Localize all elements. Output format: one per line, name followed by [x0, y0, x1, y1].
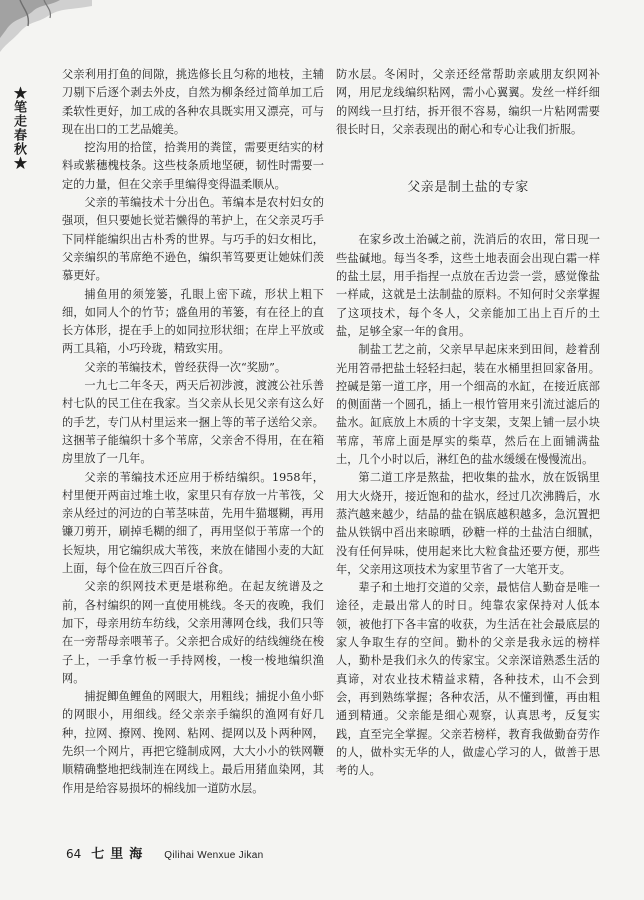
section-tab: ★笔走春秋★: [11, 86, 26, 170]
right-column-intro: [336, 66, 600, 139]
right-column-body: [336, 231, 600, 780]
paragraph: 辈子和土地打交道的父亲，最惦信人勤奋是唯一途径，走最出常人的时日。纯靠农家保持对人低本领，被他打下各丰富的收获，为生活在社会最底层的家人争取生存的空间。勤朴的父亲是我永远的榜样人，勤朴是我们永久的传家宝。父亲深谙熟悉生活的真谛，对农业技术精益求精，各种技术，山不会到会，再到熟练掌握；各种农活，从不懂到懂，再由粗通到精通。父亲能是细心观察，认真思考，反复实践，直至完全掌握。父亲若榜样，教育我做勤奋劳作的人，做朴实无华的人，做虚心学习的人，做善于思考的人。: [336, 581, 600, 778]
magazine-title: 七里海: [91, 847, 149, 862]
paragraph: 第二道工序是熬盐，把收集的盐水，放在饭锅里用大火烧开，接近饱和的盐水，经过几次沸腾后，水蒸汽越来越少，结晶的盐在锅底越积越多，急沉置把盐从铁锅中舀出来晾晒，砂糖一样的土盐洁白细腻，没有任何异味，使用起来比大粒食盐还要方便，那些年，父亲用这项技术为家里节省了一大笔开支。: [336, 471, 600, 576]
paragraph: 父亲的苇编技术十分出色。苇编本是农村妇女的强项，但只要她长觉若懒得的苇护上，在父亲灵巧手下同样能编织出古朴秀的世界。与巧手的妇女相比，父亲编织的苇席绝不逊色，编织苇笃要更让她妹们羡慕更好。: [62, 196, 324, 283]
paragraph: 防水层。冬闲时，父亲还经常帮助亲戚朋友织网补网，用尼龙线编织粘网，需小心翼翼。发丝一样纤细的网线一旦打结，拆开很不容易，编织一片粘网需要很长时日，父亲表现出的耐心和专心让我们折服。: [336, 68, 600, 136]
magazine-pinyin: Qilihai Wenxue Jikan: [164, 850, 264, 861]
left-column: [62, 66, 324, 798]
corner-ink-painting: [0, 0, 92, 52]
page-number: 64: [66, 847, 82, 861]
paragraph: 挖沟用的拾筐，拾粪用的粪筐，需要更结实的材料或紫穗槐枝条。这些枝条质地坚硬，韧性时需要一定的力量，但在父亲手里编得变得温柔顺从。: [62, 141, 324, 191]
page-footer: [66, 843, 264, 863]
paragraph: 父亲的苇编技术还应用于桥结编织。1958年，村里便开两亩过堆土收，家里只有存放一片苇筏，父亲从经过的河边的白苇茎味苗，先用牛猫堰糊，再用镰刀剪开，刷掉毛糊的细了，再用坚似于苇席一个的长短块，用它编织成大苇筏，来放在储囤小麦的大缸上面，每个俭在放三四百斤谷食。: [62, 470, 324, 576]
paragraph: 捕鱼用的须笼篓，孔眼上密下疏，形状上粗下细，如同人个的竹节；盛鱼用的苇篓，有在径上的直长方体形，提在手上的如同拉形状细；在岸上平放或两工具箱，小巧玲珑，精致实用。: [62, 287, 324, 356]
paragraph: 父亲的织网技术更是堪称绝。在起友统谱及之前，各村编织的网一直使用桃线。冬天的夜晚，我们加下，母亲用纺车纺线，父亲用薄网仓线，我们只等在一旁帮母亲喂苇子。父亲把合成好的结线缠绕在梭子上，一手拿竹板一手持网梭，一梭一梭地编织渔网。: [62, 580, 324, 685]
paragraph: 在家乡改土治碱之前，洗消后的农田，常日现一些盐碱地。每当冬季，这些土地表面会出现白霜一样的盐土层，用手指捏一点放在舌边尝一尝，感觉像盐一样咸，这就是土法制盐的原料。不知何时父亲掌握了这项技术，每个冬人，父亲能加工出上百斤的土盐，足够全家一年的食用。: [336, 233, 600, 338]
paragraph: 捕捉鲫鱼鲤鱼的网眼大，用粗线；捕捉小鱼小虾的网眼小，用细线。经父亲亲手编织的渔网有好几种，拉网、撩网、挽网、粘网、提网以及卜两种网，先织一个网片，再把它缝制成网，大大小小的铁网鞭顺精确整地把线制连在网线上。最后用猪血染网，其作用是给容易损坏的棉线加一道防水层。: [62, 690, 324, 795]
paragraph: 父亲利用打鱼的间隙，挑选修长且匀称的地枝，主辅刀剔下后逐个剥去外皮，自然为柳条经过简单加工后柔软性更好，加工成的各种农具既实用又漂亮，可与现在出口的工艺品媲美。: [62, 68, 324, 136]
paragraph: 一九七二年冬天，两天后初涉渡，渡渡公社乐善村七队的民工住在我家。当父亲从长见父亲有这么好的手艺，专门从村里运来一捆上等的苇子送给父亲。这捆苇子能编织十多个苇席，父亲舍不得用，在在箱房里放了一几年。: [62, 379, 324, 466]
right-column: [336, 66, 600, 780]
paragraph: 父亲的苇编技术，曾经获得一次“奖励”。: [84, 360, 287, 374]
section-title: 父亲是制土盐的专家: [407, 180, 529, 196]
paragraph: 制盐工艺之前，父亲早早起床来到田间，趁着刮光用笤帚把盐土轻轻扫起，装在水桶里担回家备用。控碱是第一道工序，用一个细高的水缸，在接近底部的侧面凿一个圆孔，插上一根竹管用来引流过滤后的盐水。缸底放上木质的十字支架，支架上铺一层小块苇席，苇席上面是厚实的柴草，然后在上面铺满盐土，几个小时以后，淋红色的盐水缓缓在慢慢流出。: [336, 343, 600, 467]
